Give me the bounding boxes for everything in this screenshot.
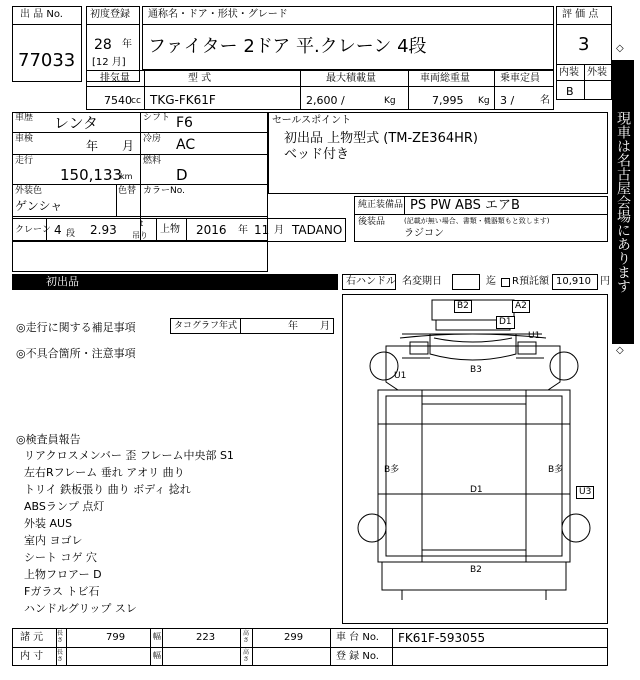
- gross-weight-label: 車両総重量: [420, 73, 470, 84]
- ext-color-value: ゲンシャ: [15, 199, 63, 213]
- inner-label: 内 寸: [20, 651, 44, 662]
- damage-tag-u3: U3: [576, 486, 594, 499]
- location-side-banner: [612, 60, 634, 344]
- body-month: 11: [254, 223, 270, 237]
- inner-height-label: 高さ: [243, 649, 250, 663]
- model: TKG-FK61F: [150, 93, 216, 107]
- checkbox-label: 迄: [486, 276, 496, 287]
- checkbox: [501, 278, 510, 287]
- interior-grade: B: [566, 85, 574, 98]
- after-label: 後装品: [358, 217, 386, 227]
- chassis-label: 車 台 No.: [336, 632, 379, 643]
- crane-label: クレーン: [15, 225, 51, 235]
- report-line: トリイ 鉄板張り 曲り ボディ 捻れ: [24, 483, 191, 496]
- length-label: 長さ: [57, 630, 64, 644]
- color-code-label: 色替: [118, 186, 137, 196]
- after-note: (記載が無い場合、書類・機器類もと致します): [404, 217, 550, 225]
- first-listing-banner: [12, 274, 338, 290]
- shift-value: F6: [176, 115, 193, 131]
- model-label: 型 式: [188, 73, 212, 84]
- kg-unit-1: Kg: [384, 96, 396, 106]
- history-value: レンタ: [54, 114, 99, 132]
- r-mileage-value: 10,910: [556, 276, 591, 287]
- first-reg-label: 初度登録: [90, 9, 130, 20]
- inspection-month: 月: [122, 139, 135, 153]
- first-reg-year: 28: [94, 37, 112, 53]
- ac-value: AC: [176, 137, 196, 153]
- displacement: 7540: [104, 94, 132, 107]
- ac-label: 冷房: [143, 134, 162, 144]
- tacho-year: 年: [288, 321, 298, 332]
- report-line: 左右Rフレーム 垂れ アオリ 曲り: [24, 466, 185, 479]
- ton-unit: t: [140, 219, 144, 228]
- history-label: 車歴: [15, 113, 34, 123]
- report-line: ハンドルグリップ スレ: [24, 602, 137, 615]
- inner-width-label: 幅: [153, 651, 161, 660]
- gross-weight: 7,995: [432, 94, 464, 107]
- name-label: 通称名・ドア・形状・グレード: [148, 9, 288, 20]
- crane-tons: 2.93: [90, 223, 117, 237]
- right-hand-label: 右ハンドル: [346, 276, 396, 287]
- inner-length-label: 長さ: [57, 649, 64, 663]
- fuel-label: 燃料: [143, 156, 162, 166]
- yen-unit: 円: [600, 276, 610, 287]
- chassis-value: FK61F-593055: [398, 631, 486, 645]
- diamond-icon-bottom: ◇: [616, 345, 624, 356]
- inspection-year: 年: [86, 139, 99, 153]
- grade-value: 3: [578, 34, 590, 55]
- name-change-field: [452, 274, 480, 290]
- tacho-month: 月: [320, 321, 330, 332]
- oem-label: 純正装備品: [358, 200, 404, 210]
- location-text: 現車は名古屋会場にあります: [615, 111, 631, 293]
- first-reg-month: [12 月]: [92, 57, 126, 68]
- sales-line-2: ベッド付き: [284, 147, 350, 162]
- shift-label: シフト: [143, 113, 171, 123]
- year-unit: 年: [122, 39, 132, 50]
- damage-tag-b-multi-left: B多: [384, 465, 400, 475]
- oem-value: PS PW ABS エアB: [410, 198, 520, 213]
- kg-unit-2: Kg: [478, 96, 490, 106]
- max-load: 2,600 /: [306, 94, 345, 107]
- spec-label: 諸 元: [20, 632, 44, 643]
- after-value: ラジコン: [404, 228, 444, 239]
- grade-label: 評 価 点: [562, 9, 599, 20]
- damage-tag-b2-bottom: B2: [470, 565, 482, 575]
- crane-stages: 4: [54, 223, 62, 237]
- color-no-label: カラーNo.: [143, 186, 185, 196]
- fuel-value: D: [176, 166, 188, 184]
- width-value: 223: [196, 632, 216, 643]
- damage-tag-d1-top: D1: [496, 316, 515, 329]
- exterior-label: 外装: [587, 67, 607, 78]
- tacho-label: タコグラフ年式: [174, 321, 238, 331]
- report-line: Fガラス トビ石: [24, 585, 100, 598]
- inspection-label: 車検: [15, 134, 34, 144]
- body-year-unit: 年: [238, 225, 248, 236]
- inspector-title: ◎検査員報告: [16, 433, 81, 446]
- height-label: 高さ: [243, 630, 250, 644]
- mileage-label: 走行: [15, 156, 34, 166]
- body-year: 2016: [196, 223, 227, 237]
- report-line: 外装 AUS: [24, 517, 73, 530]
- r-mileage-label: R預託額: [512, 276, 549, 287]
- ext-color-label: 外装色: [15, 186, 43, 196]
- km-unit: km: [120, 172, 133, 181]
- diamond-icon-top: ◇: [616, 43, 624, 54]
- report-line: リアクロスメンバー 歪 フレーム中央部 S1: [24, 449, 234, 462]
- report-line: ABSランプ 点灯: [24, 500, 105, 513]
- stage-unit: 段: [66, 229, 76, 239]
- body-maker: TADANO: [292, 223, 343, 237]
- vehicle-name: ファイター 2ドア 平.クレーン 4段: [148, 36, 427, 57]
- width-label: 幅: [153, 632, 161, 641]
- damage-tag-b3: B3: [470, 365, 482, 375]
- interior-label: 内装: [559, 67, 579, 78]
- damage-tag-a2: A2: [512, 300, 530, 313]
- capacity: 3 /: [500, 94, 515, 107]
- driving-title: ◎走行に関する補足事項: [16, 321, 136, 334]
- first-listing-label: 初出品: [46, 275, 79, 288]
- sales-label: セールスポイント: [272, 115, 352, 126]
- defect-title: ◎不具合箇所・注意事項: [16, 347, 136, 360]
- cc-unit: cc: [131, 96, 141, 106]
- damage-tag-b2-top: B2: [454, 300, 472, 313]
- reg-label: 登 録 No.: [336, 651, 379, 662]
- displacement-label: 排気量: [100, 73, 130, 84]
- hang-unit: 吊り: [132, 231, 148, 240]
- body-label: 上物: [160, 224, 180, 235]
- damage-tag-b-multi-right: B多: [548, 465, 564, 475]
- damage-tag-u1-right: U1: [528, 331, 541, 341]
- body-month-unit: 月: [274, 225, 284, 236]
- report-line: シート コゲ 穴: [24, 551, 97, 564]
- report-line: 室内 ヨゴレ: [24, 534, 83, 547]
- damage-tag-d1-center: D1: [470, 485, 483, 495]
- lot-number: 77033: [18, 50, 76, 71]
- sales-line-1: 初出品 上物型式 (TM-ZE364HR): [284, 131, 478, 146]
- name-change-label: 名変期日: [402, 276, 442, 287]
- max-load-label: 最大積載量: [326, 73, 376, 84]
- length-value: 799: [106, 632, 126, 643]
- mileage-value: 150,133: [60, 166, 123, 184]
- damage-tag-u1-left: U1: [394, 371, 407, 381]
- lot-label: 出 品 No.: [20, 9, 63, 20]
- capacity-label: 乗車定員: [500, 73, 540, 84]
- capacity-unit: 名: [540, 95, 550, 106]
- height-value: 299: [284, 632, 304, 643]
- report-line: 上物フロアー D: [24, 568, 102, 581]
